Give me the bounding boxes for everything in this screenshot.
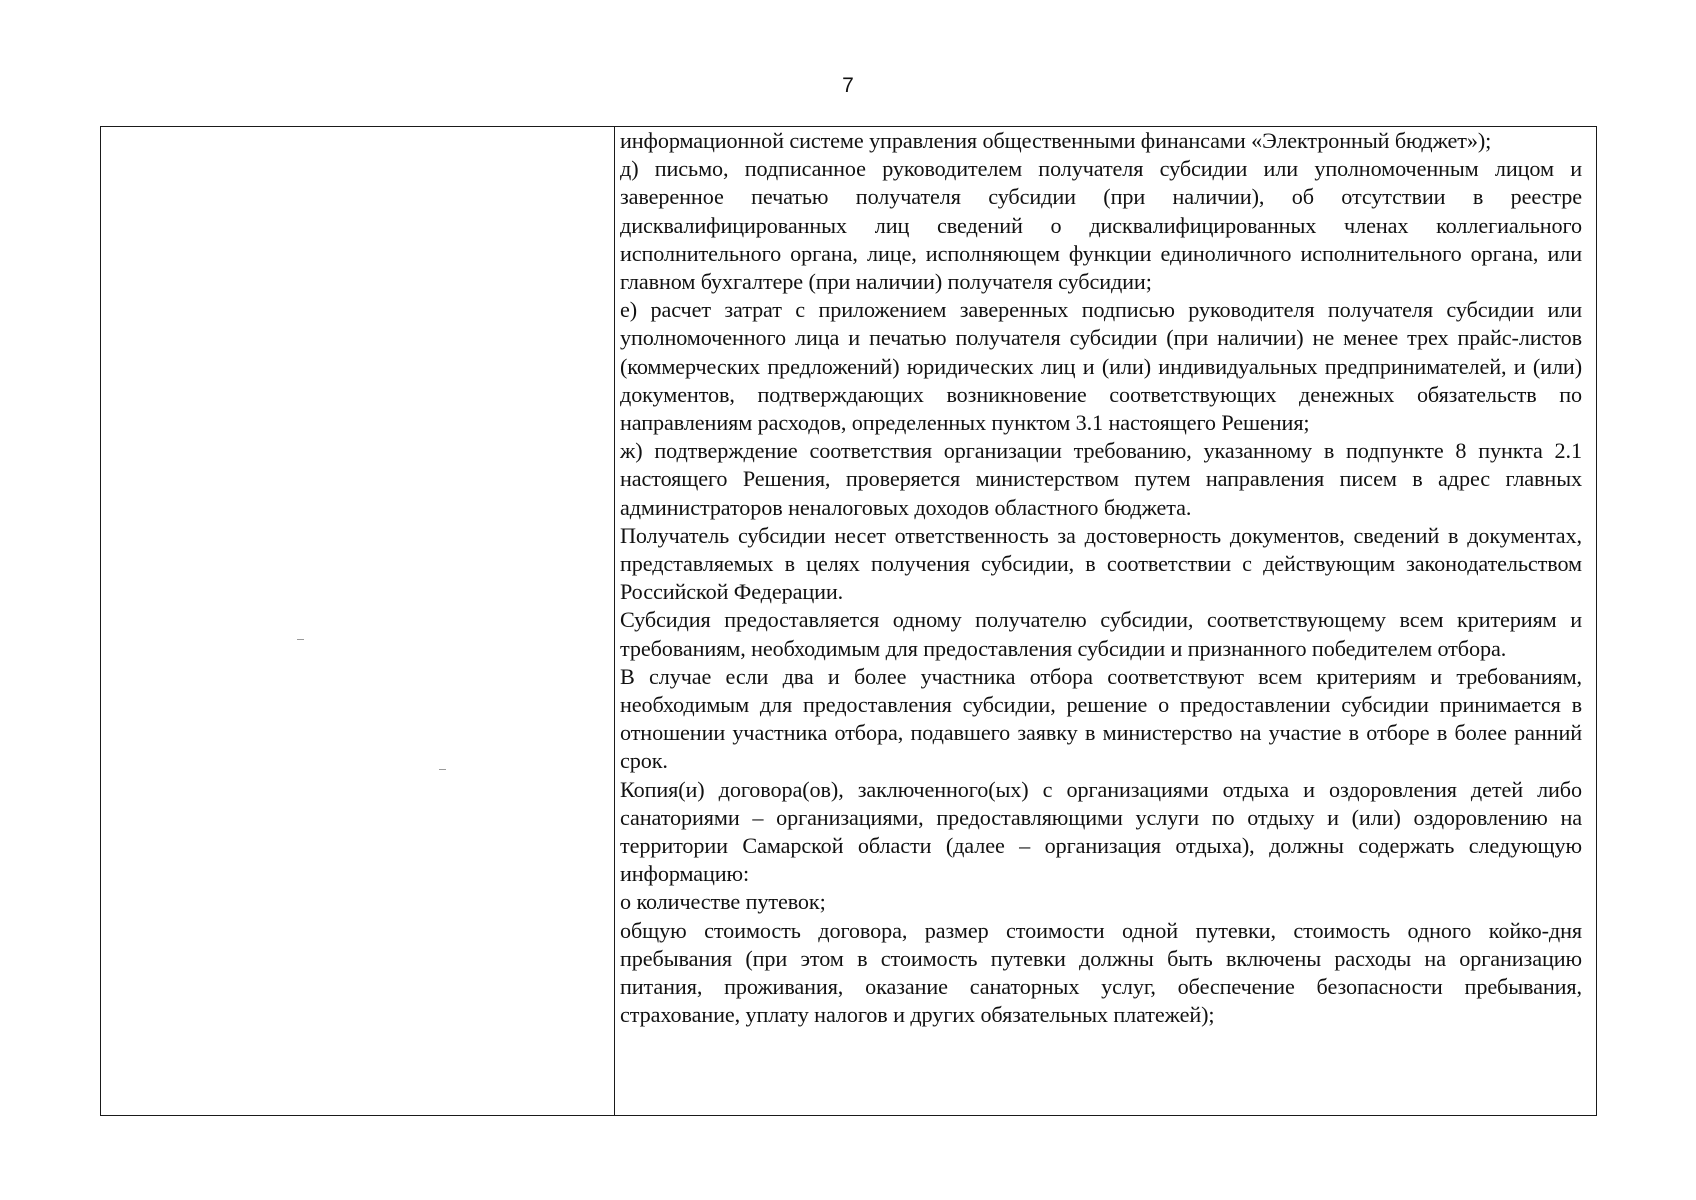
paragraph-single-recipient: Субсидия предоставляется одному получателю субсидии, соответствующему всем критериям и требованиям, необходимым для предоставления субсидии и признанного победителем отбора. [620,607,1582,661]
scan-speck [439,769,446,770]
paragraph-item-zh: ж) подтверждение соответствия организации требованию, указанному в подпункте 8 пункта 2.1 настоящего Решения, проверяется министерством путем направления писем в адрес главных администраторов неналоговых доходов областного бюджета. [620,438,1582,520]
paragraph-item-d: д) письмо, подписанное руководителем получателя субсидии или уполномоченным лицом и заверенное печатью получателя субсидии (при наличии), об отсутствии в реестре дисквалифицированных лиц сведений о дисквалифицированных членах коллегиального исполнительного органа, лице, исполняющем функции единоличного исполнительного органа, или главном бухгалтере (при наличии) получателя субсидии; [620,156,1582,295]
paragraph-contract-copies: Копия(и) договора(ов), заключенного(ых) с организациями отдыха и оздоровления детей либо санаториями – организациями, предоставляющими услуги по отдыху и (или) оздоровлению на территории Самарской области (далее – организация отдыха), должны содержать следующую информацию: [620,776,1582,887]
table-left-cell [101,127,615,1115]
document-table [100,126,1597,1116]
paragraph-voucher-count: о количестве путевок; [620,889,826,915]
paragraph-contract-cost: общую стоимость договора, размер стоимости одной путевки, стоимость одного койко-дня пребывания (при этом в стоимость путевки должны быть включены расходы на организацию питания, проживания, оказание санаторных услуг, обеспечение безопасности пребывания, страхование, уплату налогов и других обязательных платежей); [620,917,1582,1028]
page-number: 7 [842,74,854,97]
table-right-cell [615,127,1596,1115]
scan-speck [297,639,304,640]
paragraph-responsibility: Получатель субсидии несет ответственность за достоверность документов, сведений в документах, представляемых в целях получения субсидии, в соответствии с действующим законодательством Российской Федерации. [620,522,1582,605]
paragraph-item-e: е) расчет затрат с приложением заверенных подписью руководителя получателя субсидии или уполномоченного лица и печатью получателя субсидии (при наличии) не менее трех прайс-листов (коммерческих предложений) юридических лиц и (или) индивидуальных предпринимателей, и (или) документов, подтверждающих возникновение соответствующих денежных обязательств по направлениям расходов, определенных пунктом 3.1 настоящего Решения; [620,297,1582,436]
paragraph-tie-break: В случае если два и более участника отбора соответствуют всем критериям и требованиям, необходимым для предоставления субсидии, решение о предоставлении субсидии принимается в отношении участника отбора, подавшего заявку в министерство на участие в отборе в более ранний срок. [620,663,1582,774]
paragraph-electronic-budget: информационной системе управления общественными финансами «Электронный бюджет»); [620,128,1492,153]
